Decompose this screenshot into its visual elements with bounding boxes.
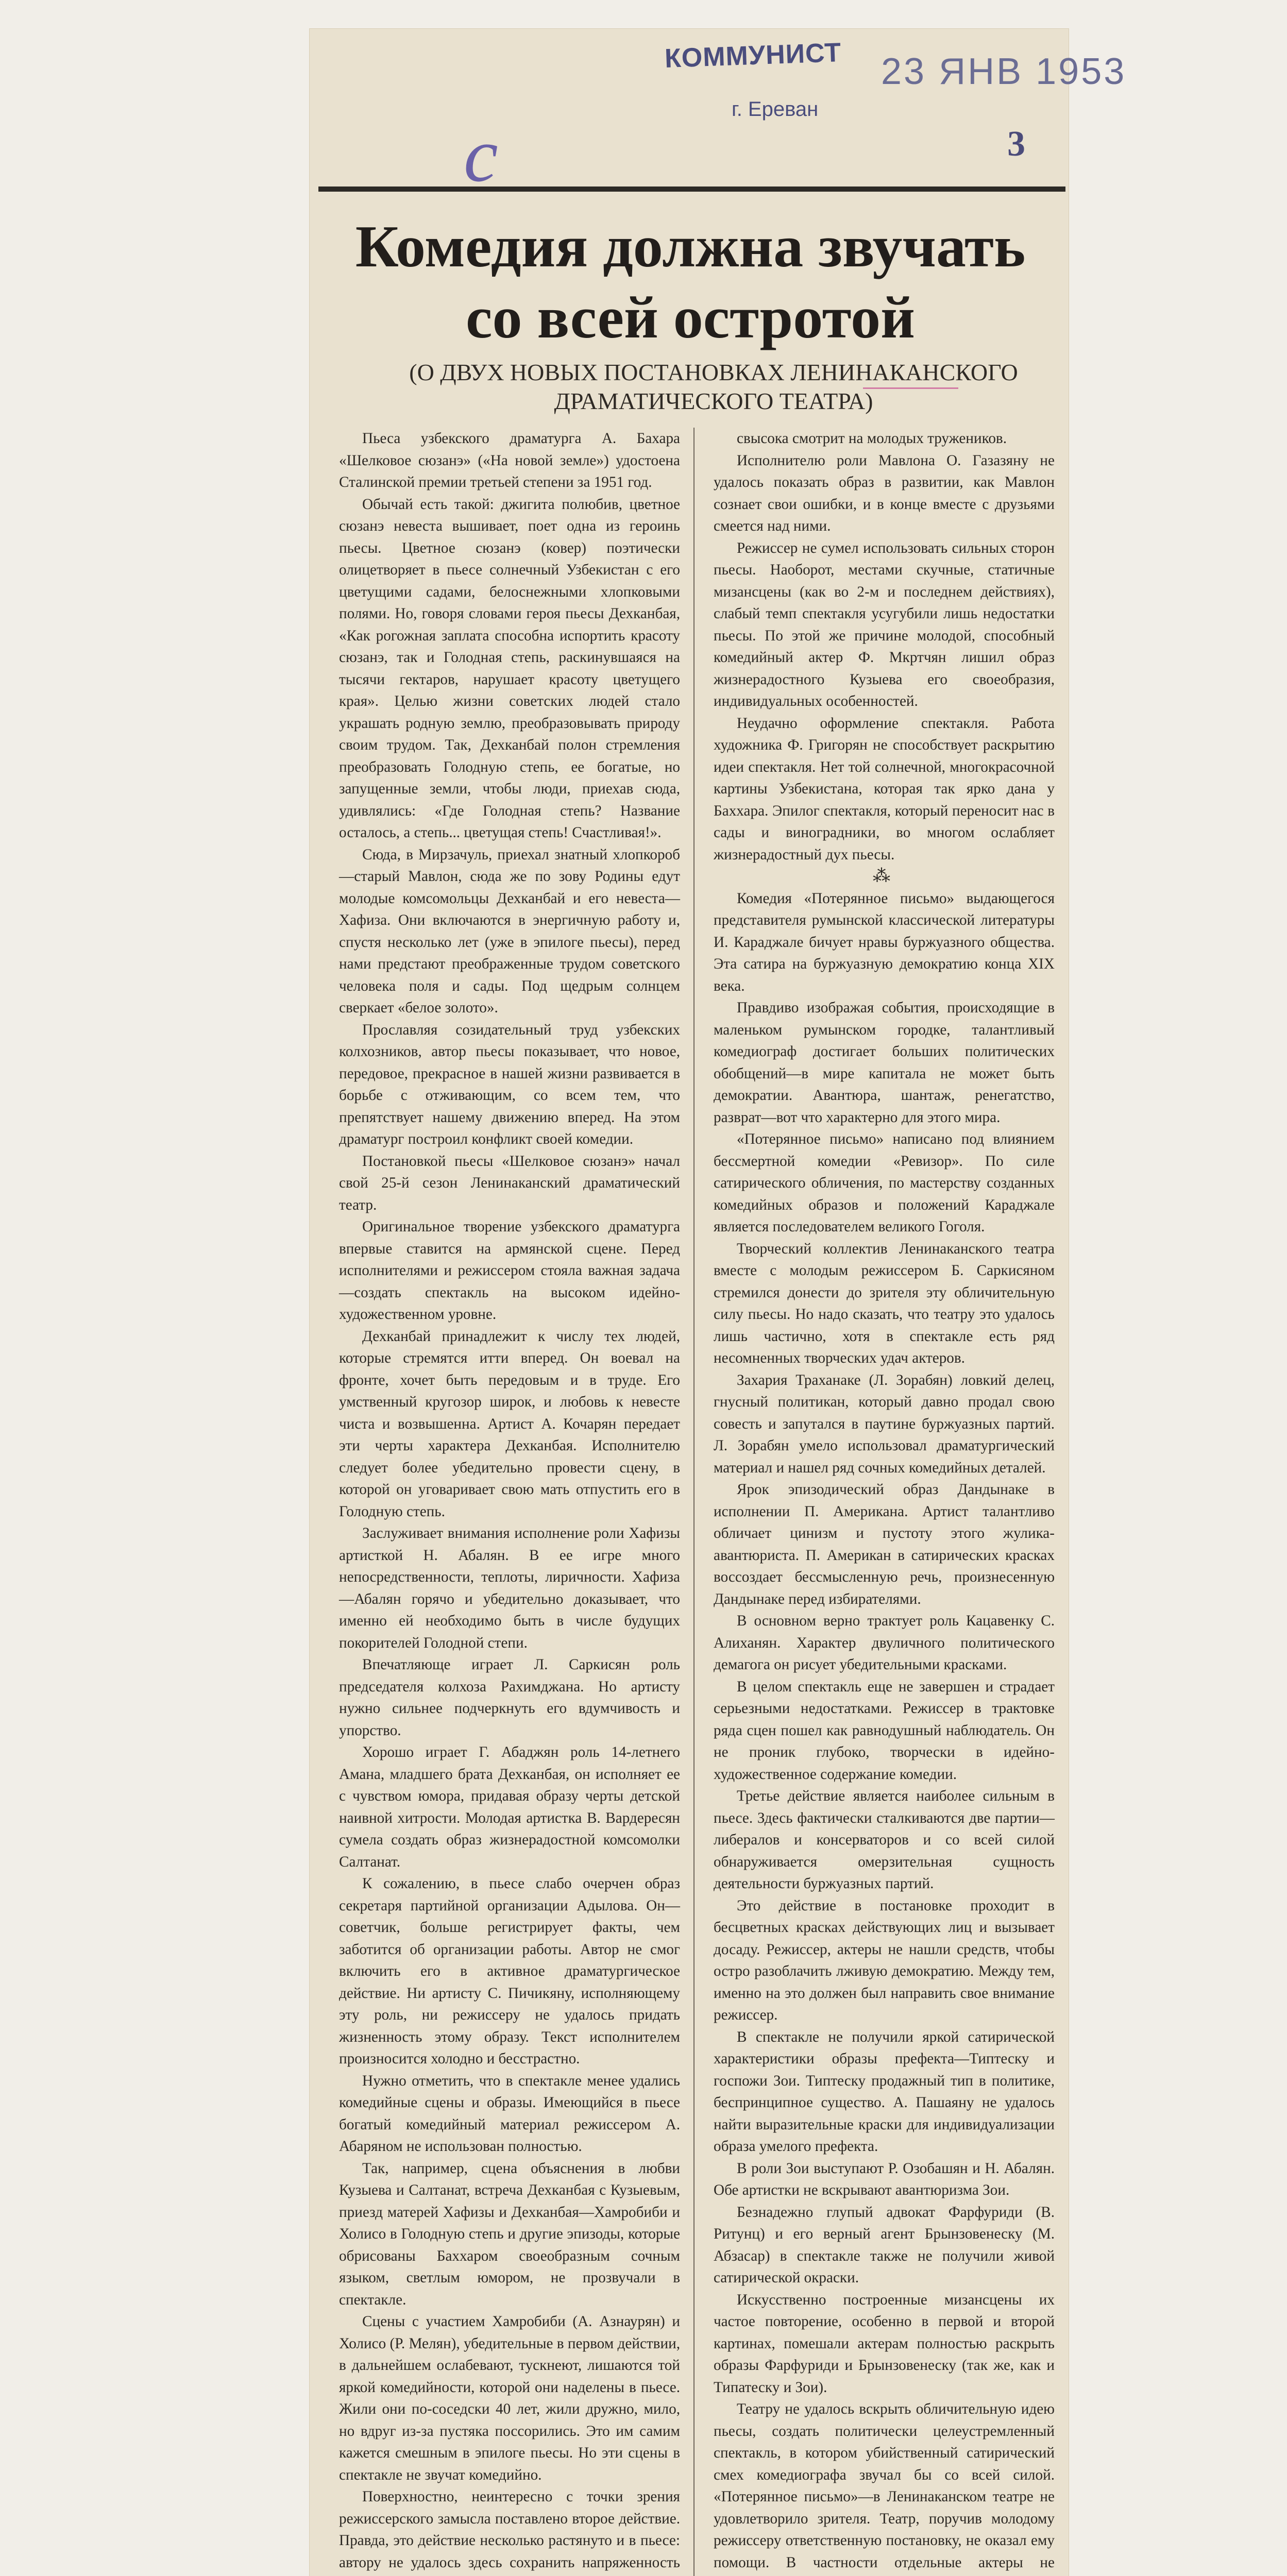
handwritten-number: 3 — [1007, 124, 1025, 164]
article-paragraph: Режиссер не сумел использовать сильных сторон пьесы. Наоборот, местами скучные, статичные мизансцены (как во 2-м и последнем действиях), слабый темп спектакля усугубили лишь недостатки пьесы. По этой же причине молодой, способный комедийный актер Ф. Мкртчян лишил образ жизнерадостного Кузыева его своеобразия, индивидуальных особенностей. — [714, 539, 1055, 709]
article-paragraph: Пьеса узбекского драматурга А. Бахара «Шелковое сюзанэ» («На новой земле») удостоена Сталинской премии третьей степени за 1951 год. — [339, 430, 680, 490]
article-paragraph: Нужно отметить, что в спектакле менее удались комедийные сцены и образы. Имеющийся в пьесе богатый комедийный материал режиссером А. Абаряном не использован полностью. — [339, 2072, 680, 2155]
right-column — [714, 428, 1055, 2576]
article-paragraph: Комедия «Потерянное письмо» выдающегося представителя румынской классической литературы И. Караджале бичует нравы буржуазного общества. Эта сатира на буржуазную демократию конца XIX века. — [714, 890, 1055, 994]
article-paragraph: Театру не удалось вскрыть обличительную идею пьесы, создать политически целеустремленный спектакль, в котором убийственный сатирический смех комедиографа звучал бы со всей силой. «Потерянное письмо»—в Ленинаканском театре не удовлетворило зрителя. Театр, поручив молодому режиссеру ответственную постановку, не оказал ему помощи. В частности отдельные актеры не — [714, 2401, 1055, 2571]
article-paragraph: свысока смотрит на молодых тружеников. — [737, 430, 1007, 447]
article-paragraph: Это действие в постановке проходит в бесцветных красках действующих лиц и вызывает досаду. Режиссер, актеры не нашли средств, чтобы остро разоблачить лживую демократию. Между тем, именно на это должен был направить свое внимание режиссер. — [714, 1897, 1055, 2023]
article-paragraph: Оригинальное творение узбекского драматурга впервые ставится на армянской сцене. Перед исполнителями и режиссером стояла важная задача—создать спектакль на высоком идейно-художественном уровне. — [339, 1218, 680, 1323]
article-paragraph: В спектакле не получили яркой сатирической характеристики образы префекта—Типтеску и госпожи Зои. Типтеску продажный тип в политике, беспринципное существо. А. Пашаяну не удалось найти выразительные краски для индивидуализации образа умелого префекта. — [714, 2028, 1055, 2155]
article-paragraph: Искусственно построенные мизансцены их частое повторение, особенно в первой и второй картинах, помешали актерам полностью раскрыть образы Фарфуриди и Брынзовенеску (так же, как и Типатеску и Зои). — [714, 2291, 1055, 2396]
article-paragraph: Сюда, в Мирзачуль, приехал знатный хлопкороб—старый Мавлон, сюда же по зову Родины едут молодые комсомольцы Дехканбай и его невеста—Хафиза. Они включаются в энергичную работу и, спустя несколько лет (уже в эпилоге пьесы), перед нами предстают преображенные трудом советского человека поля и сады. Под щедрым солнцем сверкает «белое золото». — [339, 846, 680, 1016]
article-paragraph: Безнадежно глупый адвокат Фарфуриди (В. Ритунц) и его верный агент Брынзовенеску (М. Абзасар) в спектакле также не получили живой сатирической окраски. — [714, 2204, 1055, 2286]
article-paragraph: Правдиво изображая события, происходящие в маленьком румынском городке, талантливый комедиограф достигает больших политических обобщений—в мире капитала не может быть демократии. Авантюра, шантаж, ренегатство, разврат—вот что характерно для этого мира. — [714, 999, 1055, 1126]
headline-line-1: Комедия должна звучать — [355, 214, 1026, 280]
left-column — [339, 428, 680, 2576]
article-paragraph: Впечатляюще играет Л. Саркисян роль председателя колхоза Рахимджана. Но артисту нужно сильнее подчеркнуть его вдумчивость и упорство. — [339, 1656, 680, 1739]
article-paragraph: Творческий коллектив Ленинаканского театра вместе с молодым режиссером Б. Саркисяном стремился донести до зрителя эту обличительную силу пьесы. Но надо сказать, что театру это удалось лишь частично, хотя в спектакле есть ряд несомненных творческих удач актеров. — [714, 1240, 1055, 1366]
article-paragraph: Неудачно оформление спектакля. Работа художника Ф. Григорян не способствует раскрытию идеи спектакля. Нет той солнечной, многокрасочной картины Узбекистана, которая так ярко дана у Баххара. Эпилог спектакля, который переносит нас в сады и виноградники, во многом ослабляет жизнерадостный дух пьесы. — [714, 715, 1055, 863]
article-paragraph: В роли Зои выступают Р. Озобашян и Н. Абалян. Обе артистки не вскрывают авантюризма Зои. — [714, 2160, 1055, 2198]
article-paragraph: В основном верно трактует роль Кацавенку С. Алиханян. Характер двуличного политического демагога он рисует убедительными красками. — [714, 1613, 1055, 1673]
article-paragraph: Сцены с участием Хамробиби (А. Азнаурян) и Холисо (Р. Мелян), убедительные в первом действии, в дальнейшем ослабевают, тускнеют, лишаются той яркой комедийности, которой они наделены в пьесе. Жили они по-соседски 40 лет, жили дружно, мило, но вдруг из-за пустяка поссорились. Это им самим кажется смешным в эпилоге пьесы. Но эти сцены в спектакле не звучат комедийно. — [339, 2313, 680, 2483]
article-paragraph: Захария Траханаке (Л. Зорабян) ловкий делец, гнусный политикан, который давно продал свою совесть и запутался в паутине буржуазных партий. Л. Зорабян умело использовал драматургический материал и нашел ряд сочных комедийных деталей. — [714, 1371, 1055, 1476]
handwritten-mark: с — [464, 112, 498, 198]
date-stamp: 23 ЯНВ 1953 — [881, 51, 1127, 92]
column-divider — [693, 428, 695, 2576]
article-paragraph: Третье действие является наиболее сильным в пьесе. Здесь фактически сталкиваются две партии—либералов и консерваторов и со всей силой обнаруживается омерзительная сущность деятельности буржуазных партий. — [714, 1788, 1055, 1892]
article-paragraph: Так, например, сцена объяснения в любви Кузыева и Салтанат, встреча Дехканбая с Кузыевым, приезд матерей Хафизы и Дехканбая—Хамробиби и Холисо в Голодную степь и другие эпизоды, которые обрисованы Баххаром своеобразным сочным языком, светлым юмором, не прозвучали в спектакле. — [339, 2160, 680, 2308]
section-separator: ⁂ — [873, 867, 895, 886]
article-headline — [330, 211, 1051, 353]
pencil-underline — [863, 387, 958, 389]
article-paragraph: Заслуживает внимания исполнение роли Хафизы артисткой Н. Абалян. В ее игре много непосредственности, теплоты, лиричности. Хафиза—Абалян горячо и убедительно доказывает, что именно ей необходимо быть в числе будущих покорителей Голодной степи. — [339, 1525, 680, 1651]
subtitle-line-1: (О ДВУХ НОВЫХ ПОСТАНОВКАХ ЛЕНИНАКАНСКОГО — [409, 359, 1018, 385]
article-paragraph: Постановкой пьесы «Шелковое сюзанэ» начал свой 25-й сезон Ленинаканский драматический театр. — [339, 1153, 680, 1213]
article-paragraph: Ярок эпизодический образ Дандынаке в исполнении П. Американа. Артист талантливо обличает цинизм и пустоту этого жулика-авантюриста. П. Американ в сатирических красках воссоздает бессмысленную речь, произнесенную Дандынаке перед избирателями. — [714, 1481, 1055, 1607]
headline-line-2: со всей остротой — [466, 285, 915, 351]
article-paragraph: Поверхностно, неинтересно с точки зрения режиссерского замысла поставлено второе действие. Правда, это действие несколько растянуто и в пьесе: автору не удалось здесь сохранить напряженность — [339, 2488, 680, 2571]
article-paragraph: «Потерянное письмо» написано под влиянием бессмертной комедии «Ревизор». По силе сатирического обличения, по мастерству созданных комедийных образов и положений Караджале является последователем великого Гоголя. — [714, 1131, 1055, 1235]
city-stamp: г. Ереван — [732, 98, 819, 121]
top-rule — [318, 187, 1065, 192]
subtitle-line-2: ДРАМАТИЧЕСКОГО ТЕАТРА) — [554, 388, 873, 414]
article-paragraph: Обычай есть такой: джигита полюбив, цветное сюзанэ невеста вышивает, поет одна из героинь пьесы. Цветное сюзанэ (ковер) поэтически олицетворяет в пьесе солнечный Узбекистан с его цветущими садами, белоснежными хлопковыми полями. Но, говоря словами героя пьесы Дехканбая, «Как рогожная заплата способна испортить красоту сюзанэ, так и Голодная степь, раскинувшаяся на тысячи гектаров, нарушает красоту цветущего края». Целью жизни советских людей стало украшать родную землю, преобразовывать природу своим трудом. Так, Дехканбай полон стремления преобразовать Голодную степь, ее богатые, но запущенные земли, чтобы люди, приехав сюда, удивлялись: «Где Голодная степь? Название осталось, а степь... цветущая степь! Счастливая!». — [339, 496, 680, 841]
article-paragraph: Хорошо играет Г. Абаджян роль 14-летнего Амана, младшего брата Дехканбая, он исполняет ее с чувством юмора, придавая образу черты детской наивной хитрости. Молодая артистка В. Вардересян сумела создать образ жизнерадостной комсомолки Салтанат. — [339, 1744, 680, 1870]
article-paragraph: Дехканбай принадлежит к числу тех людей, которые стремятся итти вперед. Он воевал на фронте, хочет быть передовым и в труде. Его умственный кругозор широк, и любовь к невесте чиста и возвышенна. Артист А. Кочарян передает эти черты характера Дехканбая. Исполнителю следует более убедительно провести сцену, в которой он уговаривает свою мать отпустить его в Голодную степь. — [339, 1328, 680, 1520]
article-paragraph: К сожалению, в пьесе слабо очерчен образ секретаря партийной организации Адылова. Он—советчик, больше регистрирует факты, чем заботится об организации работы. Автор не смог включить его в активное драматургическое действие. Ни артисту С. Пичикяну, исполняющему эту роль, ни режиссеру не удалось придать жизненность этому образу. Текст исполнителем произносится холодно и бесстрастно. — [339, 1875, 680, 2067]
article-paragraph: В целом спектакль еще не завершен и страдает серьезными недостатками. Режиссер в трактовке ряда сцен пошел как равнодушный наблюдатель. Он не проник глубоко, творчески в идейно-художественное содержание комедии. — [714, 1678, 1055, 1783]
newspaper-name-stamp: КОММУНИСТ — [664, 38, 842, 74]
article-paragraph: Прославляя созидательный труд узбекских колхозников, автор пьесы показывает, что новое, передовое, прекрасное в нашей жизни развивается в борьбе с отживающим, со всем тем, что препятствует нашему движению вперед. На этом драматург построил конфликт своей комедии. — [339, 1021, 680, 1147]
article-paragraph: Исполнителю роли Мавлона О. Газазяну не удалось показать образ в развитии, как Мавлон сознает свои ошибки, и в конце вместе с друзьями смеется над ними. — [714, 452, 1055, 534]
article-subtitle — [392, 358, 1036, 416]
